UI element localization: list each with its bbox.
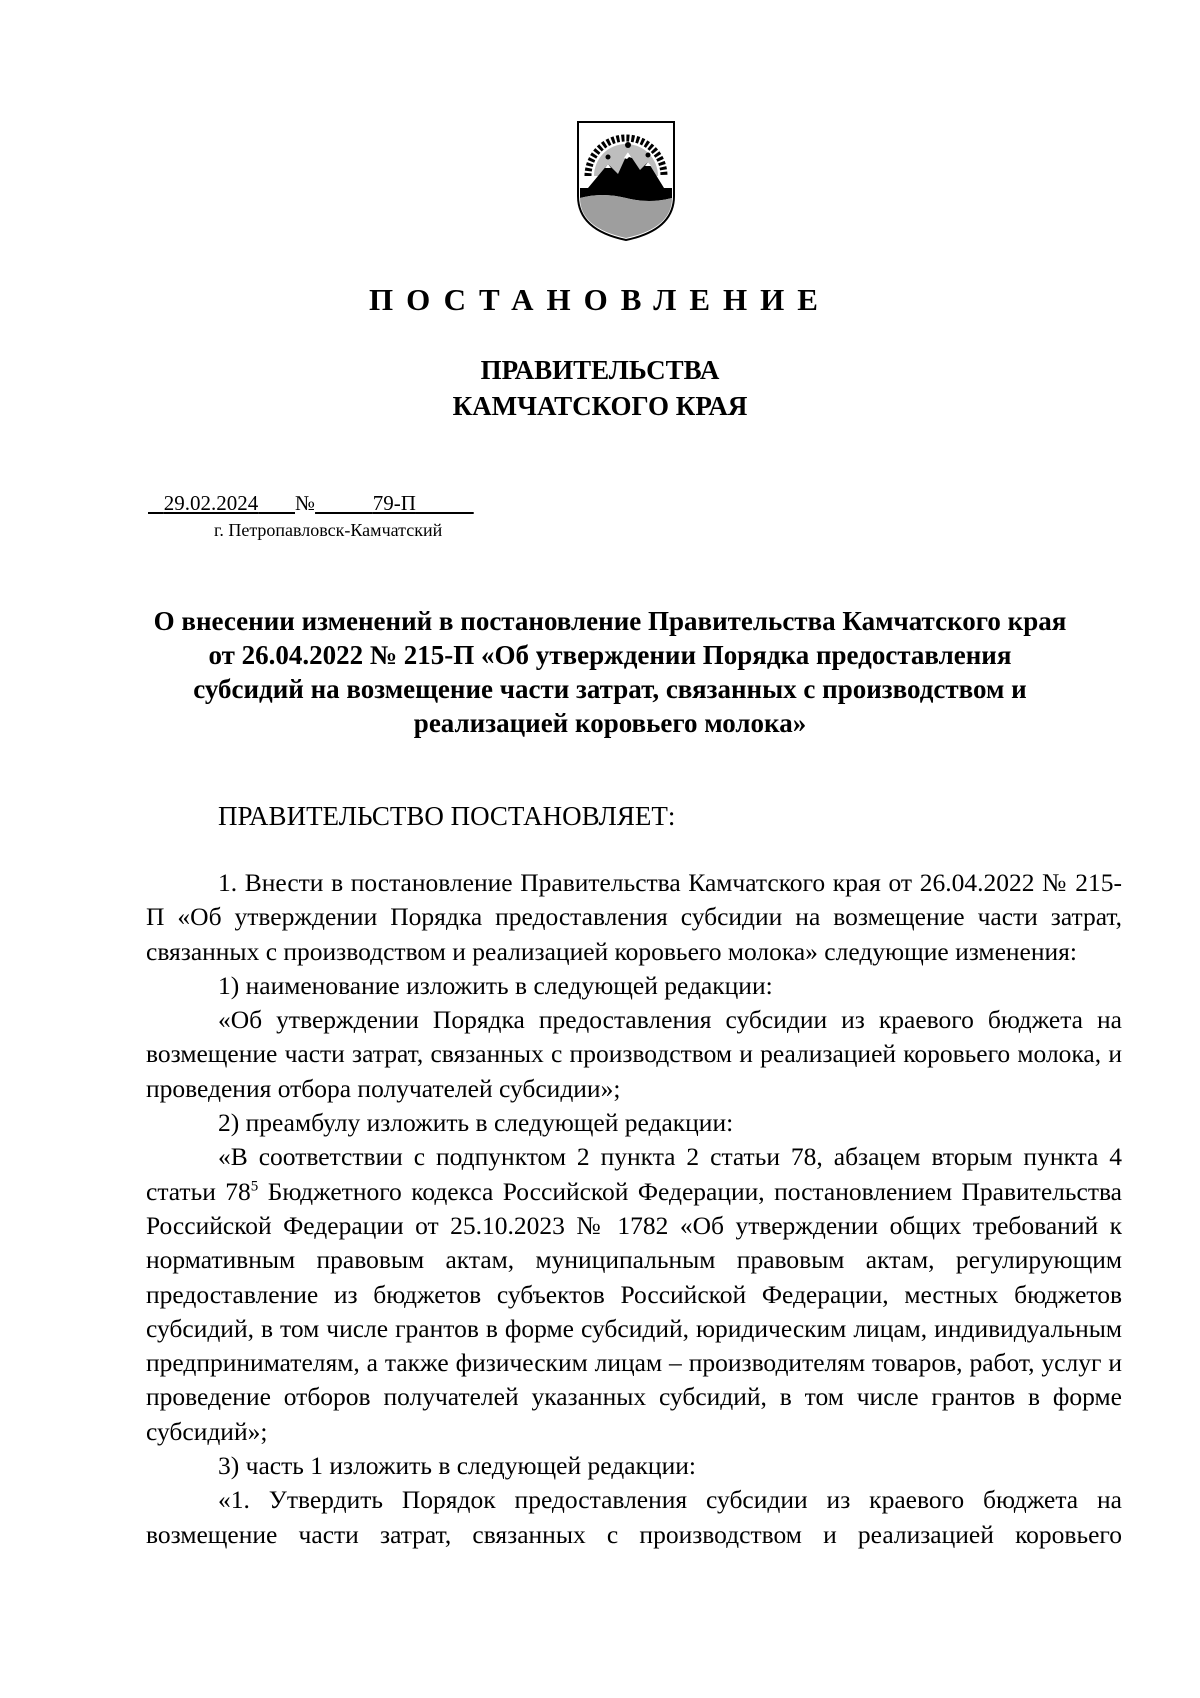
paragraph-7: «1. Утвердить Порядок предоставления субсидии из краевого бюджета на возмещение части затрат, связанных с производством и реализацией коровьего [146, 1485, 1122, 1549]
date-number-row [148, 490, 474, 516]
kamchatka-coat-of-arms-icon [574, 118, 678, 242]
paragraph-5-rest: Бюджетного кодекса Российской Федерации, постановлением Правительства Российской Федерации от 25.10.2023 № 1782 «Об утверждении общих требований к нормативным правовым актам, муниципальным правовым актам, регулирующим предоставление из бюджетов субъектов Российской Федерации, местных бюджетов субсидий, в том числе грантов в форме субсидий, юридическим лицам, индивидуальным предпринимателям, а также физическим лицам – производителям товаров, работ, услуг и проведение отборов получателей указанных субсидий, в том числе грантов в форме субсидий»; [146, 1176, 1122, 1446]
document-title: О внесении изменений в постановление Правительства Камчатского края от 26.04.2022 № 215-П «Об утверждении Порядка предоставления субсидий на возмещение части затрат, связанных с производством и реализацией коровьего молока» [153, 606, 1067, 738]
article-superscript: 5 [250, 1178, 259, 1195]
document-number: 79-П [372, 491, 416, 515]
paragraph-4: 2) преамбулу изложить в следующей редакции: [218, 1108, 734, 1138]
issuer-line-2: КАМЧАТСКОГО КРАЯ [452, 391, 748, 421]
paragraph-3: «Об утверждении Порядка предоставления субсидии из краевого бюджета на возмещение части затрат, связанных с производством и реализацией коровьего молока, и проведения отбора получателей субсидии»; [146, 1005, 1122, 1103]
issuer-line-1: ПРАВИТЕЛЬСТВА [480, 355, 720, 385]
issuer-heading [0, 352, 1200, 424]
paragraph-5-start: «В соответствии с подпунктом 2 пункта 2 статьи 78, абзацем вторым пункта 4 статьи 78 [146, 1142, 1122, 1206]
document-body [146, 866, 1122, 1552]
paragraph-2: 1) наименование изложить в следующей редакции: [218, 970, 773, 1000]
number-sign: № [295, 491, 316, 515]
paragraph-6: 3) часть 1 изложить в следующей редакции: [218, 1451, 696, 1481]
document-date: 29.02.2024 [163, 491, 259, 515]
decree-phrase: ПРАВИТЕЛЬСТВО ПОСТАНОВЛЯЕТ: [218, 801, 676, 831]
document-type-heading: ПОСТАНОВЛЕНИЕ [369, 282, 831, 317]
paragraph-1: 1. Внести в постановление Правительства Камчатского края от 26.04.2022 № 215-П «Об утверждении Порядка предоставления субсидии на возмещение части затрат, связанных с производством и реализацией коровьего молока» следующие изменения: [146, 868, 1122, 966]
document-place: г. Петропавловск-Камчатский [214, 520, 443, 540]
paragraph-5 [146, 1140, 1122, 1449]
